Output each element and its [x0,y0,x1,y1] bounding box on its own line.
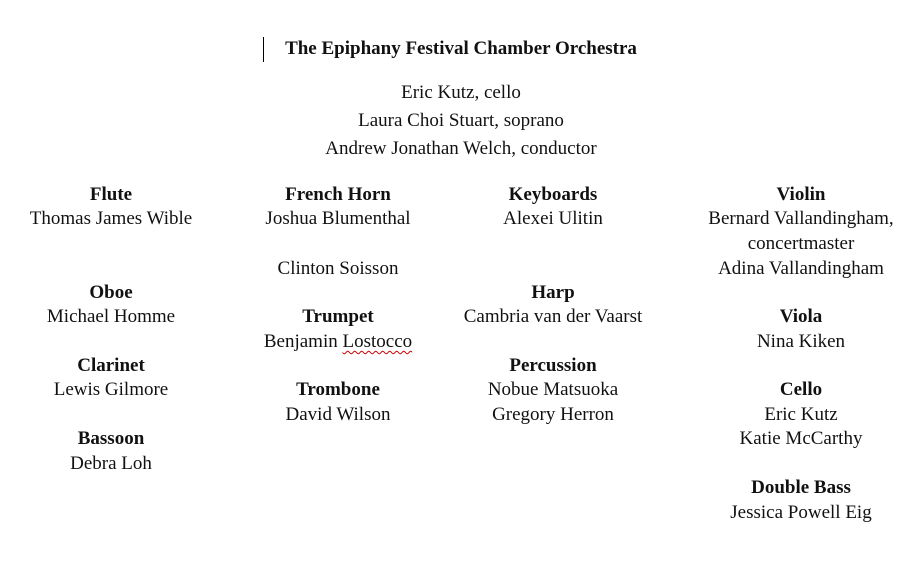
musician-name: Bernard Vallandingham, [708,208,894,229]
musician-name: Eric Kutz [764,404,838,425]
musician-name: Thomas James Wible [29,208,193,229]
musician-name: Clinton Soisson [277,258,399,279]
musician-name: Katie McCarthy [739,428,863,449]
section-heading-cello: Cello [779,379,823,400]
section-heading-trumpet: Trumpet [302,306,374,327]
musician-name: Jessica Powell Eig [730,502,872,523]
section-heading-bassoon: Bassoon [77,428,145,449]
spellcheck-flagged-word: Lostocco [342,331,413,352]
conductor-line: Andrew Jonathan Welch, conductor [325,138,597,159]
musician-name: Alexei Ulitin [503,208,603,229]
soloist-line: Laura Choi Stuart, soprano [358,110,564,131]
section-heading-double-bass: Double Bass [751,477,851,498]
page-title: The Epiphany Festival Chamber Orchestra [285,38,637,59]
section-heading-trombone: Trombone [296,379,380,400]
section-heading-violin: Violin [776,184,826,205]
musician-name: Lewis Gilmore [53,379,169,400]
musician-name: Michael Homme [46,306,176,327]
musician-name: Nina Kiken [756,331,846,352]
musician-role: concertmaster [747,233,855,254]
section-heading-clarinet: Clarinet [77,355,145,376]
section-heading-viola: Viola [779,306,823,327]
musician-first-name: Benjamin [263,331,343,352]
text-cursor [263,37,264,62]
musician-name: David Wilson [285,404,391,425]
musician-name [264,331,412,353]
section-heading-percussion: Percussion [509,355,597,376]
musician-name: Gregory Herron [492,404,614,425]
musician-name: Cambria van der Vaarst [463,306,643,327]
section-heading-flute: Flute [89,184,133,205]
section-heading-french-horn: French Horn [285,184,391,205]
musician-name: Adina Vallandingham [718,258,884,279]
section-heading-keyboards: Keyboards [508,184,598,205]
section-heading-oboe: Oboe [89,282,133,303]
musician-name: Joshua Blumenthal [265,208,411,229]
musician-name: Debra Loh [70,453,152,474]
section-heading-harp: Harp [531,282,575,303]
musician-name: Nobue Matsuoka [487,379,619,400]
soloist-line: Eric Kutz, cello [401,82,521,103]
